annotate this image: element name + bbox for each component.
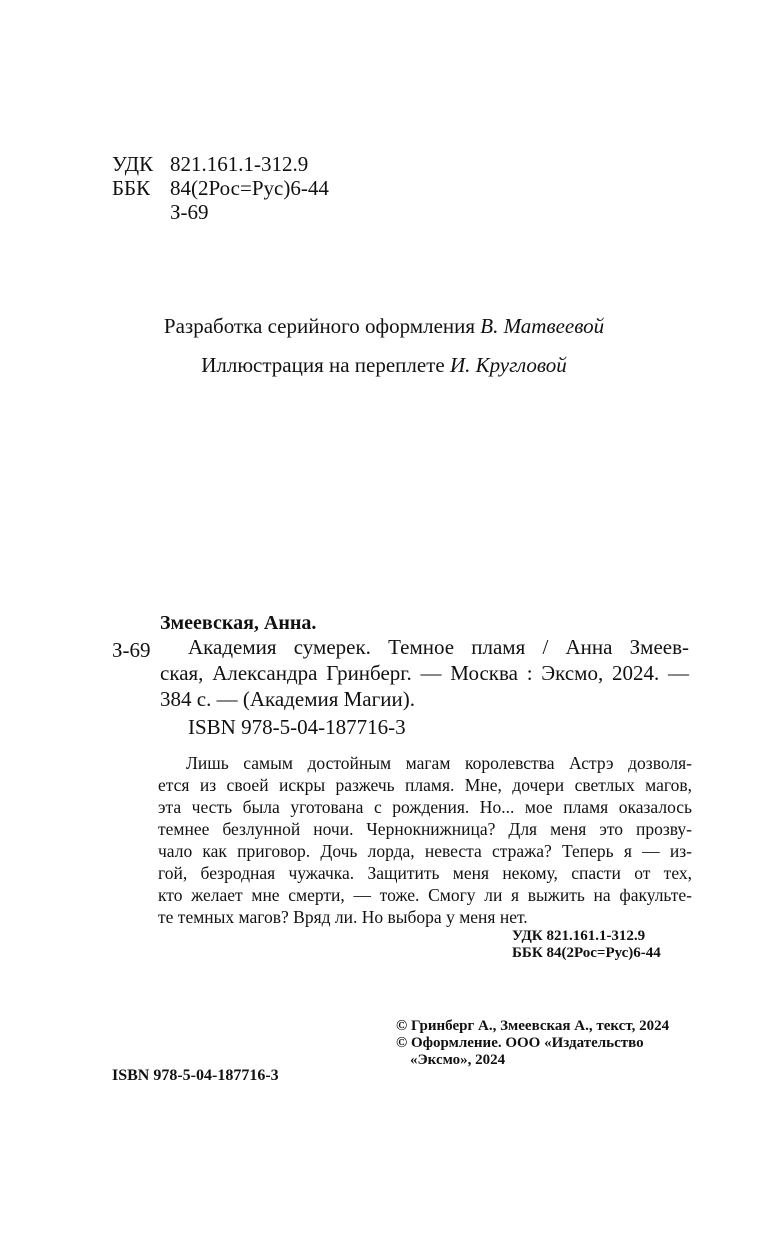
annotation-line: темнее безлунной ночи. Чернокнижница? Для меня это прозву-	[158, 819, 692, 839]
udk-value: 821.161.1-312.9	[170, 152, 309, 176]
annotation-line: гой, безродная чужачка. Защитить меня некому, спасти от тех,	[158, 863, 692, 883]
annotation-line: Лишь самым достойным магам королевства Астрэ дозволя-	[186, 753, 692, 773]
bib-line: ская, Александра Гринберг. — Москва : Эксмо, 2024. —	[160, 661, 689, 685]
annotation-line: чало как приговор. Дочь лорда, невеста стража? Теперь я — из-	[158, 841, 692, 861]
bib-isbn: ISBN 978-5-04-187716-3	[188, 715, 406, 739]
udk-label: УДК	[112, 152, 154, 176]
author-heading: Змеевская, Анна.	[160, 612, 317, 634]
bbk-label: ББК	[112, 176, 151, 200]
bib-description	[160, 634, 689, 712]
illustration-credit-text: Иллюстрация на переплете	[201, 353, 445, 377]
bold-udk: УДК 821.161.1-312.9	[512, 928, 646, 944]
illustration-credit	[0, 353, 768, 378]
design-credit-name: В. Матвеевой	[480, 314, 605, 338]
bbk-row	[112, 176, 329, 200]
design-credit-text: Разработка серийного оформления	[163, 314, 476, 338]
bib-line: 384 с. — (Академия Магии).	[160, 687, 415, 711]
copyright-block	[396, 1018, 696, 1069]
bold-bbk: ББК 84(2Рос=Рус)6-44	[512, 945, 661, 961]
annotation-line: ется из своей искры разжечь пламя. Мне, дочери светлых магов,	[158, 775, 692, 795]
footer-isbn: ISBN 978-5-04-187716-3	[112, 1067, 279, 1084]
annotation-line: те темных магов? Вряд ли. Но выбора у меня нет.	[158, 907, 528, 927]
annotation-line: эта честь была уготована с рождения. Но... мое пламя оказалось	[158, 797, 692, 817]
bold-codes	[512, 928, 661, 962]
bib-line: Академия сумерек. Темное пламя / Анна Змеев-	[188, 635, 689, 659]
illustration-credit-name: И. Кругловой	[449, 353, 567, 377]
copyright-design: © Оформление. ООО «Издательство «Эксмо», 2024	[396, 1035, 644, 1068]
design-credit	[0, 314, 768, 339]
author-mark: З-69	[170, 200, 209, 224]
classification-block	[112, 152, 329, 224]
author-mark-row	[112, 200, 329, 224]
copyright-text: © Гринберг А., Змеевская А., текст, 2024	[396, 1018, 670, 1034]
udk-row	[112, 152, 329, 176]
annotation	[158, 752, 692, 928]
bbk-value: 84(2Рос=Рус)6-44	[170, 176, 329, 200]
bib-author-mark: З-69	[112, 638, 151, 662]
annotation-line: кто желает мне смерти, — тоже. Смогу ли я выжить на факульте-	[158, 885, 692, 905]
